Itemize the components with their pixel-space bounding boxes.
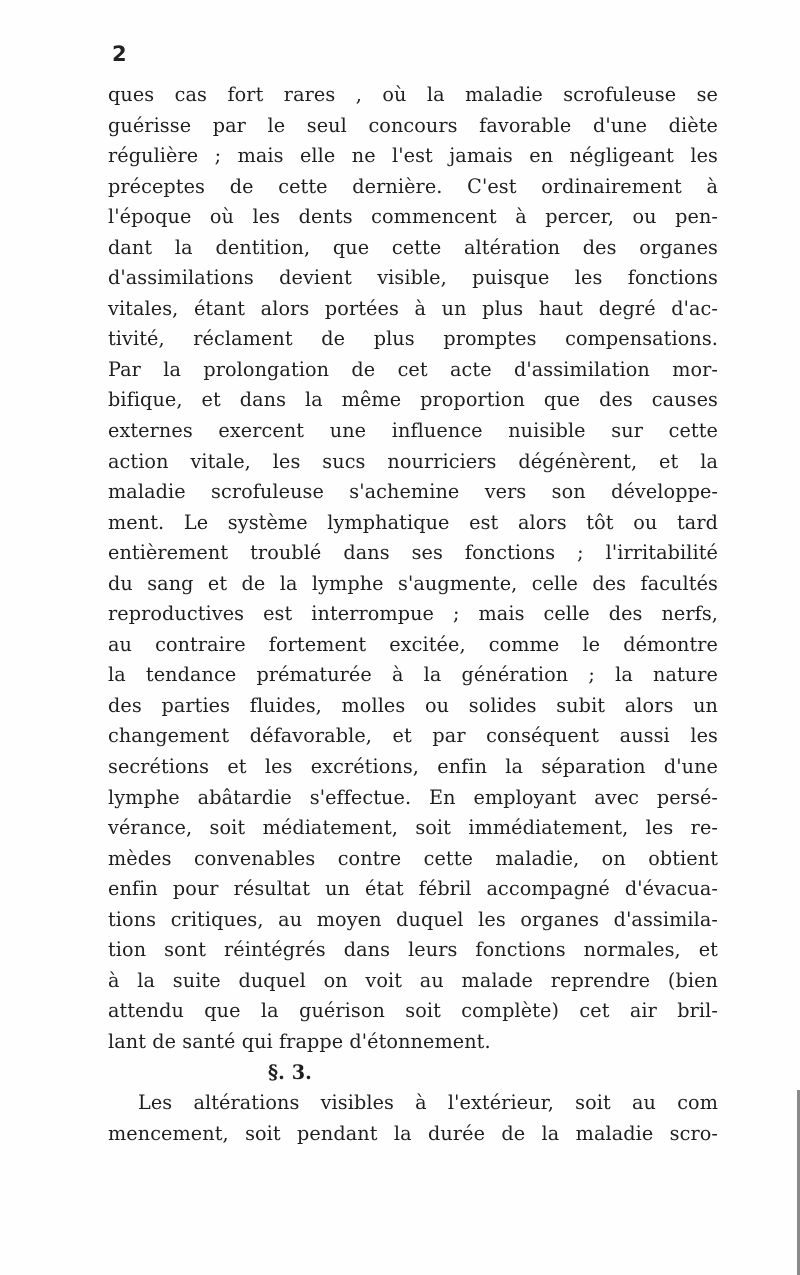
text-line: mencement, soit pendant la durée de la maladie scro- — [108, 1121, 718, 1145]
text-line: vitales, étant alors portées à un plus haut degré d'ac- — [108, 296, 718, 320]
text-line: ques cas fort rares , où la maladie scrofuleuse se — [108, 83, 718, 106]
text-line: lymphe abâtardie s'effectue. En employant avec persé- — [108, 785, 718, 809]
text-line: l'époque où les dents commencent à percer, ou pen- — [108, 205, 718, 229]
text-line: dant la dentition, que cette altération des organes — [108, 235, 718, 259]
text-line: changement défavorable, et par conséquent aussi les — [108, 724, 718, 748]
text-line: maladie scrofuleuse s'achemine vers son développe- — [108, 480, 718, 504]
text-line: guérisse par le seul concours favorable d'une diète — [108, 113, 718, 137]
text-line: du sang et de la lymphe s'augmente, celle des facultés — [108, 571, 718, 595]
text-line: régulière ; mais elle ne l'est jamais en négligeant les — [108, 144, 718, 168]
text-line: Les altérations visibles à l'extérieur, soit au com — [138, 1091, 718, 1115]
text-line: des parties fluides, molles ou solides subit alors un — [108, 693, 718, 717]
text-line: externes exercent une influence nuisible sur cette — [108, 419, 718, 443]
page-number: 2 — [112, 42, 127, 66]
text-line: lant de santé qui frappe d'étonnement. — [108, 1029, 491, 1053]
text-line: reproductives est interrompue ; mais celle des nerfs, — [108, 602, 718, 626]
text-line: entièrement troublé dans ses fonctions ; l'irritabilité — [108, 541, 718, 565]
text-line: tivité, réclament de plus promptes compensations. — [108, 327, 718, 351]
text-line: secrétions et les excrétions, enfin la séparation d'une — [108, 755, 718, 779]
text-line: tions critiques, au moyen duquel les organes d'assimila- — [108, 907, 718, 931]
text-line: au contraire fortement excitée, comme le démontre — [108, 632, 718, 656]
text-line: ment. Le système lymphatique est alors tôt ou tard — [108, 510, 718, 534]
text-line: enfin pour résultat un état fébril accompagné d'évacua- — [108, 877, 718, 901]
text-line: vérance, soit médiatement, soit immédiatement, les re- — [108, 816, 718, 840]
text-line: Par la prolongation de cet acte d'assimilation mor- — [108, 357, 718, 381]
text-line: bifique, et dans la même proportion que des causes — [108, 388, 718, 412]
section-heading: §. 3. — [268, 1060, 312, 1084]
text-line: d'assimilations devient visible, puisque les fonctions — [108, 266, 718, 290]
text-line: attendu que la guérison soit complète) cet air bril- — [108, 999, 718, 1023]
text-line: à la suite duquel on voit au malade reprendre (bien — [108, 968, 718, 992]
text-line: préceptes de cette dernière. C'est ordinairement à — [108, 174, 718, 198]
text-line: mèdes convenables contre cette maladie, on obtient — [108, 846, 718, 870]
text-line: tion sont réintégrés dans leurs fonctions normales, et — [108, 938, 718, 962]
text-line: action vitale, les sucs nourriciers dégénèrent, et la — [108, 449, 718, 473]
body-text — [108, 80, 718, 1149]
text-line: la tendance prématurée à la génération ; la nature — [108, 663, 718, 687]
